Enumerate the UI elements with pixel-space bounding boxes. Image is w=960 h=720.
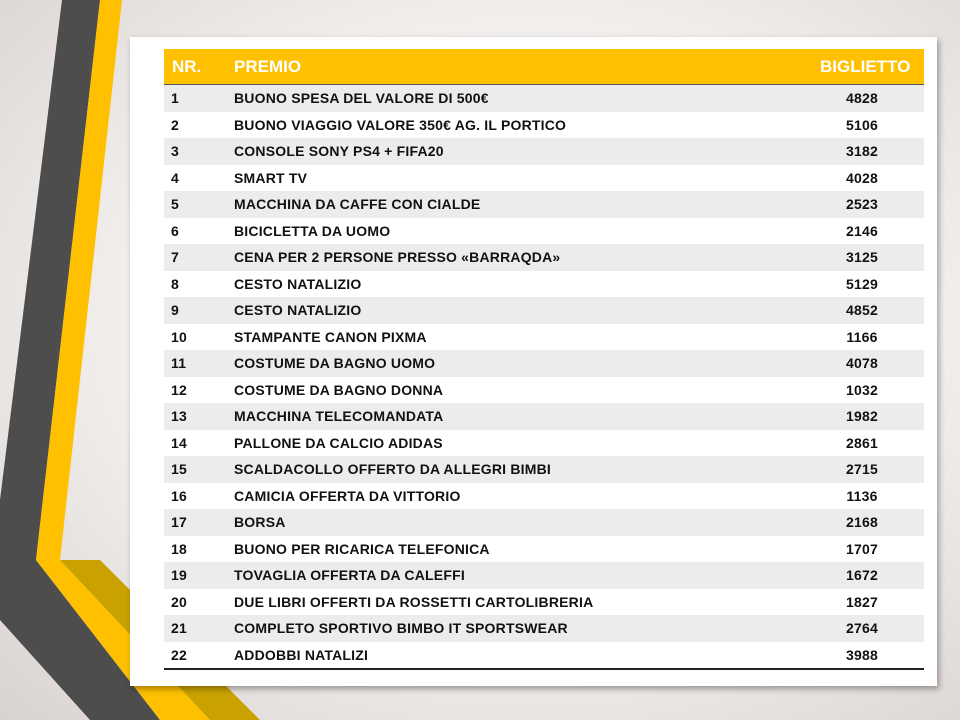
table-row (164, 642, 924, 669)
cell-prize: CONSOLE SONY PS4 + FIFA20 (234, 143, 444, 160)
cell-prize: SCALDACOLLO OFFERTO DA ALLEGRI BIMBI (234, 461, 551, 478)
cell-nr: 13 (171, 408, 187, 425)
cell-ticket: 2764 (846, 620, 878, 637)
cell-prize: PALLONE DA CALCIO ADIDAS (234, 434, 443, 451)
cell-nr: 16 (171, 487, 187, 504)
table-row (164, 112, 924, 139)
cell-nr: 4 (171, 169, 179, 186)
cell-ticket: 5106 (846, 116, 878, 133)
cell-nr: 8 (171, 275, 179, 292)
prize-table (164, 49, 924, 670)
table-row (164, 138, 924, 165)
cell-nr: 1 (171, 90, 179, 107)
cell-ticket: 1827 (846, 593, 878, 610)
table-row (164, 377, 924, 404)
header-ticket: BIGLIETTO (820, 56, 911, 76)
cell-prize: MACCHINA TELECOMANDATA (234, 408, 444, 425)
table-row (164, 483, 924, 510)
cell-ticket: 1166 (846, 328, 878, 345)
table-row (164, 218, 924, 245)
table-row (164, 562, 924, 589)
cell-nr: 18 (171, 540, 187, 557)
cell-prize: CAMICIA OFFERTA DA VITTORIO (234, 487, 461, 504)
table-row (164, 589, 924, 616)
cell-prize: ADDOBBI NATALIZI (234, 646, 369, 663)
cell-ticket: 2715 (846, 461, 878, 478)
cell-ticket: 1032 (846, 381, 878, 398)
cell-nr: 2 (171, 116, 179, 133)
table-row (164, 85, 924, 112)
cell-prize: SMART TV (234, 169, 308, 186)
cell-ticket: 4028 (846, 169, 878, 186)
cell-ticket: 5129 (846, 275, 878, 292)
cell-nr: 21 (171, 620, 187, 637)
table-body (164, 84, 924, 670)
cell-nr: 5 (171, 196, 179, 213)
prize-table-card (130, 37, 937, 686)
cell-prize: BICICLETTA DA UOMO (234, 222, 391, 239)
table-row (164, 456, 924, 483)
cell-ticket: 3125 (846, 249, 878, 266)
cell-prize: CESTO NATALIZIO (234, 275, 362, 292)
cell-nr: 9 (171, 302, 179, 319)
header-prize: PREMIO (234, 56, 302, 76)
cell-ticket: 1136 (846, 487, 878, 504)
cell-ticket: 2168 (846, 514, 878, 531)
cell-prize: CESTO NATALIZIO (234, 302, 362, 319)
cell-nr: 7 (171, 249, 179, 266)
table-row (164, 191, 924, 218)
cell-nr: 11 (171, 355, 187, 372)
cell-ticket: 3988 (846, 646, 878, 663)
table-row (164, 430, 924, 457)
cell-ticket: 3182 (846, 143, 878, 160)
cell-nr: 20 (171, 593, 187, 610)
cell-ticket: 2523 (846, 196, 878, 213)
table-row (164, 403, 924, 430)
cell-prize: CENA PER 2 PERSONE PRESSO «BARRAQDA» (234, 249, 561, 266)
cell-ticket: 4078 (846, 355, 878, 372)
cell-nr: 17 (171, 514, 187, 531)
table-row (164, 165, 924, 192)
cell-prize: BUONO SPESA DEL VALORE DI 500€ (234, 90, 489, 107)
table-row (164, 297, 924, 324)
cell-ticket: 4852 (846, 302, 878, 319)
cell-prize: COMPLETO SPORTIVO BIMBO IT SPORTSWEAR (234, 620, 568, 637)
cell-prize: BORSA (234, 514, 286, 531)
table-row (164, 244, 924, 271)
cell-prize: COSTUME DA BAGNO UOMO (234, 355, 436, 372)
table-row (164, 615, 924, 642)
cell-prize: STAMPANTE CANON PIXMA (234, 328, 427, 345)
cell-ticket: 1707 (846, 540, 878, 557)
table-row (164, 509, 924, 536)
cell-ticket: 4828 (846, 90, 878, 107)
cell-prize: BUONO PER RICARICA TELEFONICA (234, 540, 490, 557)
cell-nr: 15 (171, 461, 187, 478)
cell-ticket: 1982 (846, 408, 878, 425)
table-row (164, 536, 924, 563)
cell-nr: 12 (171, 381, 187, 398)
cell-prize: BUONO VIAGGIO VALORE 350€ AG. IL PORTICO (234, 116, 567, 133)
table-header (164, 49, 924, 84)
cell-nr: 14 (171, 434, 187, 451)
cell-prize: TOVAGLIA OFFERTA DA CALEFFI (234, 567, 465, 584)
table-row (164, 271, 924, 298)
cell-nr: 6 (171, 222, 179, 239)
cell-prize: COSTUME DA BAGNO DONNA (234, 381, 444, 398)
cell-nr: 19 (171, 567, 187, 584)
cell-ticket: 2146 (846, 222, 878, 239)
cell-ticket: 1672 (846, 567, 878, 584)
header-nr: NR. (172, 56, 202, 76)
cell-nr: 22 (171, 646, 187, 663)
cell-nr: 3 (171, 143, 179, 160)
cell-ticket: 2861 (846, 434, 878, 451)
cell-nr: 10 (171, 328, 187, 345)
table-row (164, 324, 924, 351)
cell-prize: MACCHINA DA CAFFE CON CIALDE (234, 196, 481, 213)
table-row (164, 350, 924, 377)
cell-prize: DUE LIBRI OFFERTI DA ROSSETTI CARTOLIBRERIA (234, 593, 594, 610)
